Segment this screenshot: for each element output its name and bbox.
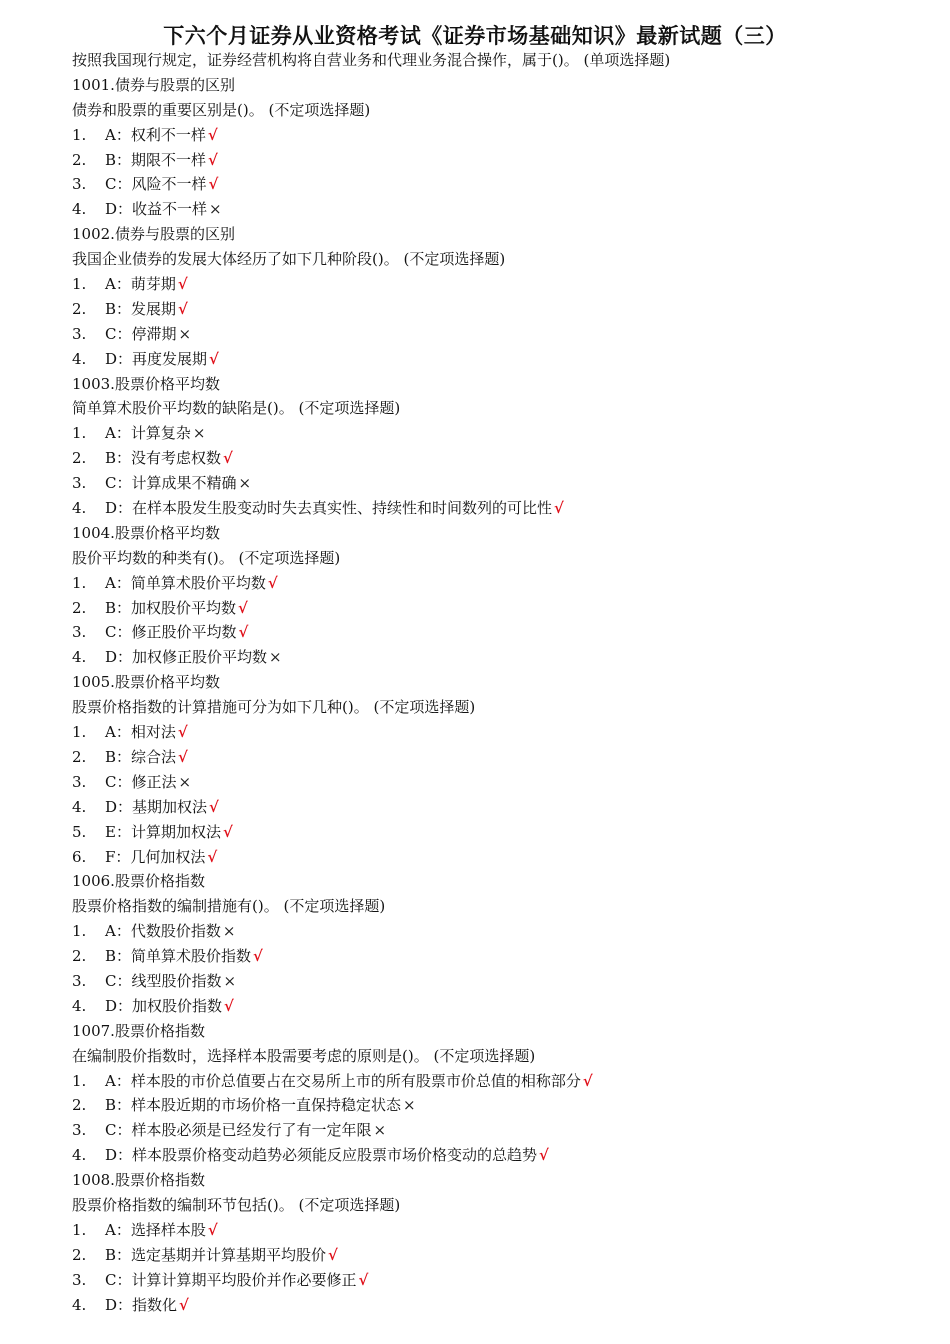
answer-option (72, 421, 932, 446)
option-number: 1. (72, 125, 87, 144)
option-number: 3. (72, 1270, 87, 1289)
option-number: 1. (72, 275, 87, 294)
answer-option (72, 770, 932, 795)
question-text-line: 1001.债券与股票的区别 (72, 75, 235, 94)
answer-option (72, 123, 932, 148)
checkmark-icon: √ (177, 275, 188, 294)
answer-option (72, 969, 932, 994)
answer-option (72, 172, 932, 197)
option-number: 3. (72, 623, 87, 642)
option-text: D：样本股票价格变动趋势必须能反应股票市场价格变动的总趋势 (105, 1146, 538, 1165)
checkmark-icon: √ (539, 1146, 549, 1165)
checkmark-icon: √ (178, 299, 188, 318)
option-number: 2. (72, 947, 87, 966)
answer-option (72, 1218, 932, 1243)
option-text: C：样本股必须是已经发行了有一定年限 (105, 1121, 372, 1140)
cross-icon: × (192, 424, 206, 443)
question-text-line: 债券和股票的重要区别是()。 (不定项选择题) (72, 100, 371, 119)
question-text-line: 1006.股票价格指数 (72, 872, 205, 891)
checkmark-icon: √ (179, 1295, 189, 1314)
cross-icon: × (209, 200, 222, 219)
answer-option (72, 820, 932, 845)
option-text: E：计算期加权法 (105, 822, 221, 841)
cross-icon: × (269, 648, 282, 667)
option-text: B：没有考虑权数 (105, 449, 222, 468)
option-text: C：计算计算期平均股价并作必要修正 (105, 1270, 357, 1289)
question-text-line: 我国企业债券的发展大体经历了如下几种阶段()。 (不定项选择题) (72, 250, 506, 269)
answer-option (72, 297, 932, 322)
option-text: D：指数化 (105, 1295, 178, 1314)
question-text-line: 1002.债券与股票的区别 (72, 225, 235, 244)
option-text: C：风险不一样 (105, 175, 207, 194)
option-text: C：修正股价平均数 (105, 623, 237, 642)
question-text-line: 1005.股票价格平均数 (72, 673, 220, 692)
option-text: A：选择样本股 (105, 1220, 206, 1239)
option-text: A：样本股的市价总值要占在交易所上市的所有股票市价总值的相称部分 (105, 1071, 581, 1090)
answer-option (72, 1268, 932, 1293)
option-number: 1. (72, 424, 87, 443)
option-text: C：修正法 (105, 772, 177, 791)
answer-option (72, 745, 932, 770)
question-text-line: 1007.股票价格指数 (72, 1021, 205, 1040)
question-text-line: 1008.股票价格指数 (72, 1171, 205, 1190)
option-number: 2. (72, 449, 87, 468)
option-number: 4. (72, 200, 87, 219)
option-number: 2. (72, 150, 87, 169)
answer-option (72, 1093, 932, 1118)
answer-option (72, 148, 932, 173)
cross-icon: × (178, 772, 192, 791)
option-number: 2. (72, 1096, 87, 1115)
checkmark-icon: √ (208, 175, 219, 194)
option-number: 4. (72, 996, 87, 1015)
question-text-line: 股价平均数的种类有()。 (不定项选择题) (72, 548, 341, 567)
option-text: B：样本股近期的市场价格一直保持稳定状态 (105, 1096, 402, 1115)
option-text: A：代数股价指数 (105, 922, 221, 941)
option-number: 4. (72, 648, 87, 667)
answer-option (72, 1293, 932, 1318)
checkmark-icon: √ (207, 1220, 218, 1239)
option-text: A：计算复杂 (105, 424, 191, 443)
question-text-line: 股票价格指数的编制环节包括()。 (不定项选择题) (72, 1195, 401, 1214)
checkmark-icon: √ (178, 747, 188, 766)
answer-option (72, 596, 932, 621)
option-number: 4. (72, 1295, 87, 1314)
option-text: B：简单算术股价指数 (105, 947, 252, 966)
option-text: D：基期加权法 (105, 797, 208, 816)
option-number: 2. (72, 1245, 87, 1264)
option-number: 1. (72, 723, 87, 742)
option-text: A：萌芽期 (105, 275, 176, 294)
checkmark-icon: √ (209, 797, 219, 816)
checkmark-icon: √ (209, 349, 219, 368)
answer-option (72, 571, 932, 596)
option-text: B：期限不一样 (105, 150, 207, 169)
answer-option (72, 994, 932, 1019)
cross-icon: × (223, 971, 237, 990)
option-text: D：加权修正股价平均数 (105, 648, 268, 667)
option-number: 3. (72, 324, 87, 343)
option-number: 3. (72, 772, 87, 791)
option-text: C：线型股价指数 (105, 971, 222, 990)
checkmark-icon: √ (224, 996, 234, 1015)
checkmark-icon: √ (207, 847, 218, 866)
cross-icon: × (403, 1096, 416, 1115)
option-number: 3. (72, 1121, 87, 1140)
option-number: 1. (72, 573, 87, 592)
question-text-line: 股票价格指数的编制措施有()。 (不定项选择题) (72, 897, 386, 916)
option-number: 4. (72, 797, 87, 816)
answer-option (72, 620, 932, 645)
option-number: 2. (72, 299, 87, 318)
option-number: 2. (72, 747, 87, 766)
checkmark-icon: √ (207, 125, 218, 144)
option-text: C：计算成果不精确 (105, 474, 237, 493)
answer-option (72, 347, 932, 372)
answer-option (72, 845, 932, 870)
answer-option (72, 1118, 932, 1143)
checkmark-icon: √ (238, 598, 248, 617)
answer-option (72, 1243, 932, 1268)
option-number: 5. (72, 822, 87, 841)
checkmark-icon: √ (253, 947, 263, 966)
answer-option (72, 1069, 932, 1094)
question-text-line: 1003.股票价格平均数 (72, 374, 220, 393)
option-text: B：综合法 (105, 747, 177, 766)
option-text: A：简单算术股价平均数 (105, 573, 266, 592)
checkmark-icon: √ (238, 623, 249, 642)
answer-option (72, 471, 932, 496)
checkmark-icon: √ (223, 449, 233, 468)
cross-icon: × (238, 474, 252, 493)
option-number: 6. (72, 847, 87, 866)
answer-option (72, 645, 932, 670)
checkmark-icon: √ (328, 1245, 338, 1264)
option-text: A：权利不一样 (105, 125, 206, 144)
option-text: F：几何加权法 (105, 847, 206, 866)
checkmark-icon: √ (208, 150, 218, 169)
option-number: 3. (72, 474, 87, 493)
checkmark-icon: √ (554, 499, 564, 518)
option-number: 4. (72, 499, 87, 518)
checkmark-icon: √ (177, 723, 188, 742)
answer-option (72, 1143, 932, 1168)
option-text: C：停滞期 (105, 324, 177, 343)
answer-option (72, 322, 932, 347)
option-number: 4. (72, 349, 87, 368)
checkmark-icon: √ (358, 1270, 369, 1289)
answer-option (72, 795, 932, 820)
option-number: 4. (72, 1146, 87, 1165)
option-number: 1. (72, 1220, 87, 1239)
checkmark-icon: √ (267, 573, 278, 592)
answer-option (72, 944, 932, 969)
option-text: B：发展期 (105, 299, 177, 318)
question-text-line: 1004.股票价格平均数 (72, 523, 220, 542)
option-text: D：收益不一样 (105, 200, 208, 219)
question-text-line: 按照我国现行规定，证券经营机构将自营业务和代理业务混合操作，属于()。 (单项选择题) (72, 51, 671, 69)
answer-option (72, 272, 932, 297)
option-number: 3. (72, 971, 87, 990)
option-number: 1. (72, 1071, 87, 1090)
option-text: D：在样本股发生股变动时失去真实性、持续性和时间数列的可比性 (105, 499, 553, 518)
option-text: D：再度发展期 (105, 349, 208, 368)
answer-option (72, 446, 932, 471)
option-number: 2. (72, 598, 87, 617)
option-text: B：加权股价平均数 (105, 598, 237, 617)
cross-icon: × (178, 324, 192, 343)
page-title: 下六个月证券从业资格考试《证券市场基础知识》最新试题（三） (163, 24, 787, 48)
cross-icon: × (373, 1121, 387, 1140)
answer-option (72, 919, 932, 944)
question-text-line: 股票价格指数的计算措施可分为如下几种()。 (不定项选择题) (72, 698, 476, 717)
checkmark-icon: √ (582, 1071, 593, 1090)
option-text: A：相对法 (105, 723, 176, 742)
answer-option (72, 720, 932, 745)
option-text: B：选定基期并计算基期平均股价 (105, 1245, 327, 1264)
question-list (72, 48, 932, 1317)
question-text-line: 在编制股价指数时，选择样本股需要考虑的原则是()。 (不定项选择题) (72, 1046, 536, 1065)
cross-icon: × (222, 922, 236, 941)
option-number: 3. (72, 175, 87, 194)
answer-option (72, 496, 932, 521)
checkmark-icon: √ (222, 822, 233, 841)
question-text-line: 简单算术股价平均数的缺陷是()。 (不定项选择题) (72, 399, 401, 418)
option-number: 1. (72, 922, 87, 941)
answer-option (72, 197, 932, 222)
option-text: D：加权股价指数 (105, 996, 223, 1015)
